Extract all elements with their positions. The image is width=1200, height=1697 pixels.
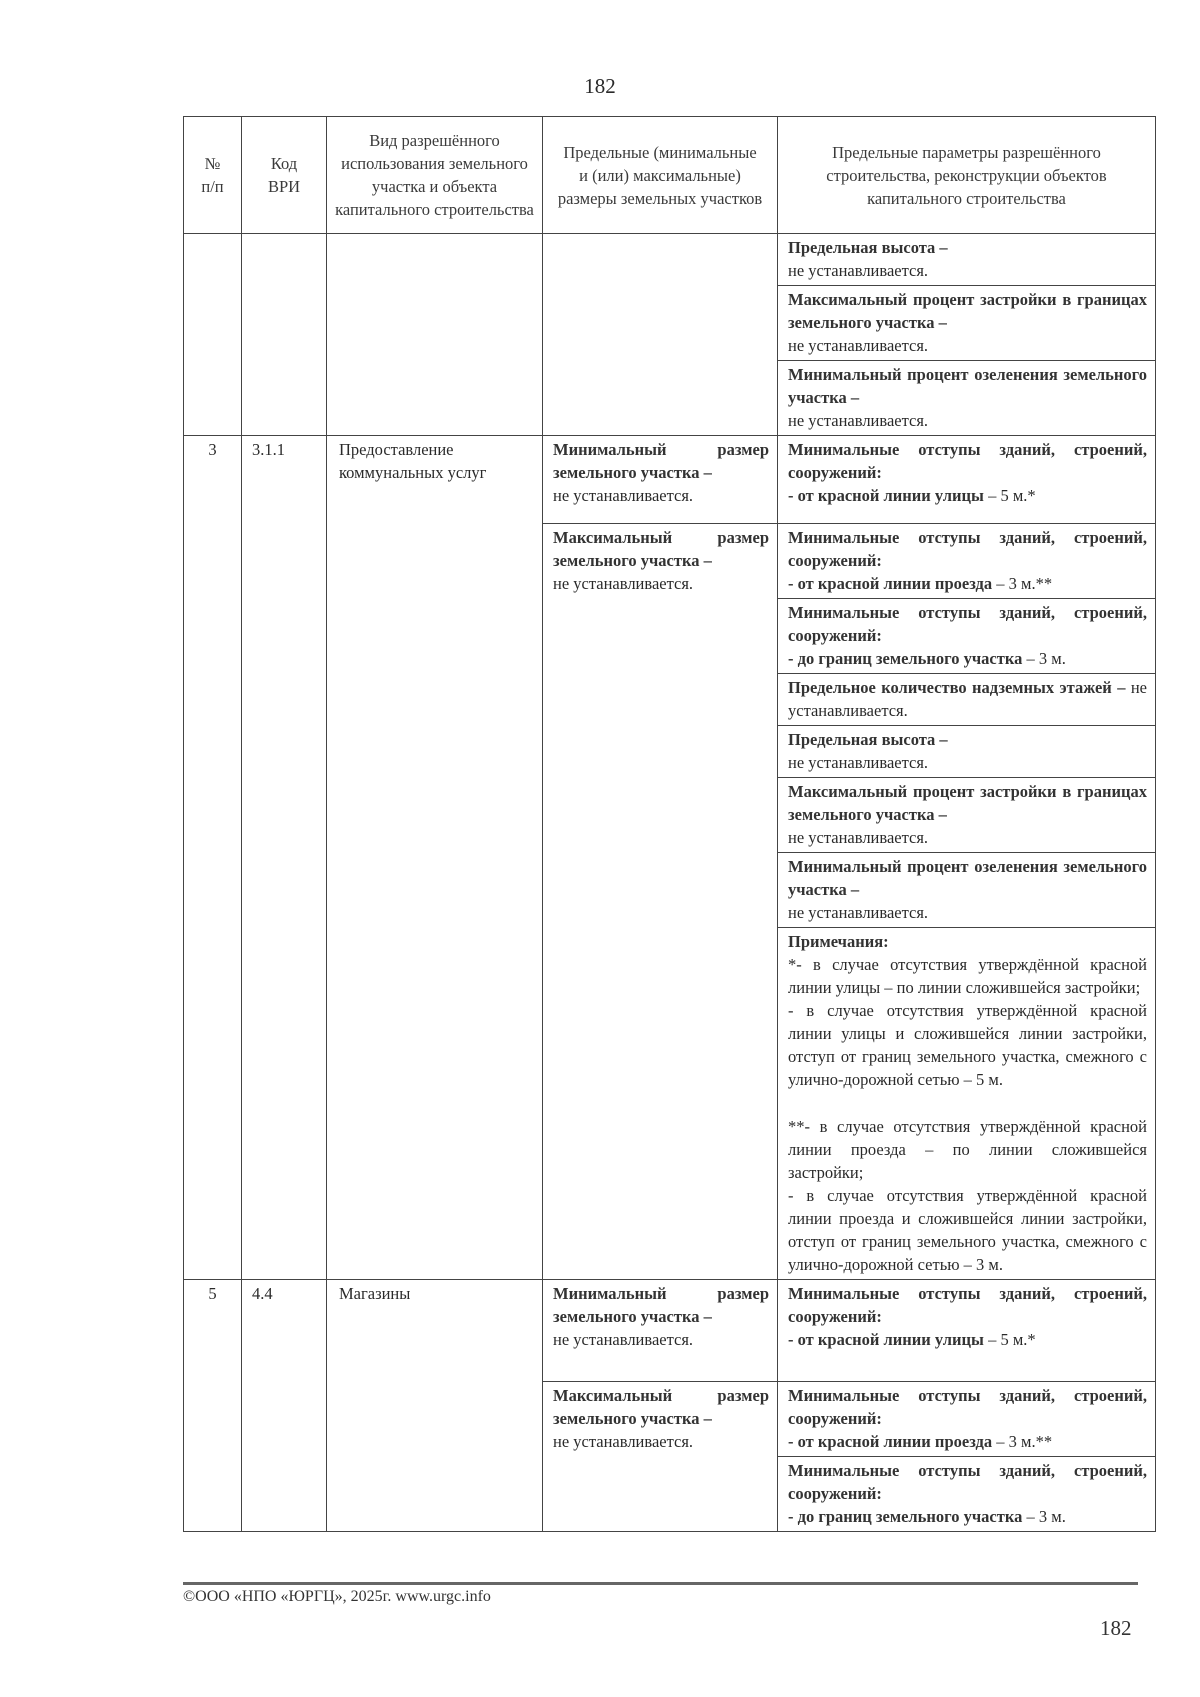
table-row-5	[184, 1280, 1156, 1532]
param-build-percent: Максимальный процент застройки в границах земельного участка – не устанавливается.	[778, 286, 1155, 361]
page-number-bottom: 182	[1100, 1616, 1132, 1640]
note-2: - в случае отсутствия утверждённой красной линии улицы и сложившейся линии застройки, отступ от границ земельного участка, смежного с улично-дорожной сетью – 5 м.	[788, 1001, 1147, 1089]
param-height: Предельная высота – не устанавливается.	[778, 234, 1155, 286]
param-offset-street: Минимальные отступы зданий, строений, сооружений: - от красной линии улицы – 5 м.*	[778, 1280, 1155, 1382]
notes	[778, 928, 1155, 1279]
header-params: Предельные параметры разрешённого строительства, реконструкции объектов капитального строительства	[778, 117, 1156, 234]
param-green-percent: Минимальный процент озеленения земельного участка – не устанавливается.	[778, 853, 1155, 928]
page-number-top: 182	[584, 74, 616, 98]
params-cell	[778, 234, 1156, 436]
size-min: Минимальный размер земельного участка – не устанавливается.	[543, 436, 777, 524]
param-offset-boundary: Минимальные отступы зданий, строений, сооружений: - до границ земельного участка – 3 м.	[778, 599, 1155, 674]
params-cell	[778, 1280, 1156, 1532]
row-code: 4.4	[242, 1280, 327, 1532]
param-offset-passage: Минимальные отступы зданий, строений, сооружений: - от красной линии проезда – 3 м.**	[778, 1382, 1155, 1457]
row-kind: Предоставление коммунальных услуг	[327, 436, 543, 1280]
sizes-cell	[543, 1280, 778, 1532]
row-code: 3.1.1	[242, 436, 327, 1280]
row-num: 3	[184, 436, 242, 1280]
header-num: № п/п	[184, 117, 242, 234]
param-offset-street: Минимальные отступы зданий, строений, сооружений: - от красной линии улицы – 5 м.*	[778, 436, 1155, 524]
table-header-row	[184, 117, 1156, 234]
params-cell	[778, 436, 1156, 1280]
footer-copyright: ©ООО «НПО «ЮРГЦ», 2025г. www.urgc.info	[183, 1588, 491, 1605]
param-green-percent: Минимальный процент озеленения земельного участка – не устанавливается.	[788, 365, 1147, 430]
sizes-cell	[543, 436, 778, 1280]
size-min: Минимальный размер земельного участка – не устанавливается.	[543, 1280, 777, 1382]
param-offset-passage: Минимальные отступы зданий, строений, сооружений: - от красной линии проезда – 3 м.**	[778, 524, 1155, 599]
param-offset-boundary: Минимальные отступы зданий, строений, сооружений: - до границ земельного участка – 3 м.	[788, 1461, 1147, 1526]
param-floors: Предельное количество надземных этажей – не устанавливается.	[778, 674, 1155, 726]
row-num: 5	[184, 1280, 242, 1532]
regulations-table	[183, 116, 1156, 1532]
param-build-percent: Максимальный процент застройки в границах земельного участка – не устанавливается.	[778, 778, 1155, 853]
size-max: Максимальный размер земельного участка – не устанавливается.	[553, 528, 769, 593]
note-4: - в случае отсутствия утверждённой красной линии проезда и сложившейся линии застройки, отступ от границ земельного участка, смежного с улично-дорожной сетью – 3 м.	[788, 1186, 1147, 1274]
footer-divider	[183, 1582, 1138, 1585]
table-row-3	[184, 436, 1156, 1280]
header-kind: Вид разрешённого использования земельного участка и объекта капитального строительства	[327, 117, 543, 234]
note-1: *- в случае отсутствия утверждённой красной линии улицы – по линии сложившейся застройки;	[788, 955, 1147, 997]
notes-title: Примечания:	[788, 932, 889, 951]
note-3: **- в случае отсутствия утверждённой красной линии проезда – по линии сложившейся застройки;	[788, 1117, 1147, 1182]
param-height: Предельная высота – не устанавливается.	[778, 726, 1155, 778]
header-sizes: Предельные (минимальные и (или) максимальные) размеры земельных участков	[543, 117, 778, 234]
row-kind: Магазины	[327, 1280, 543, 1532]
size-max: Максимальный размер земельного участка – не устанавливается.	[553, 1386, 769, 1451]
header-code: Код ВРИ	[242, 117, 327, 234]
table-row-continuation	[184, 234, 1156, 436]
